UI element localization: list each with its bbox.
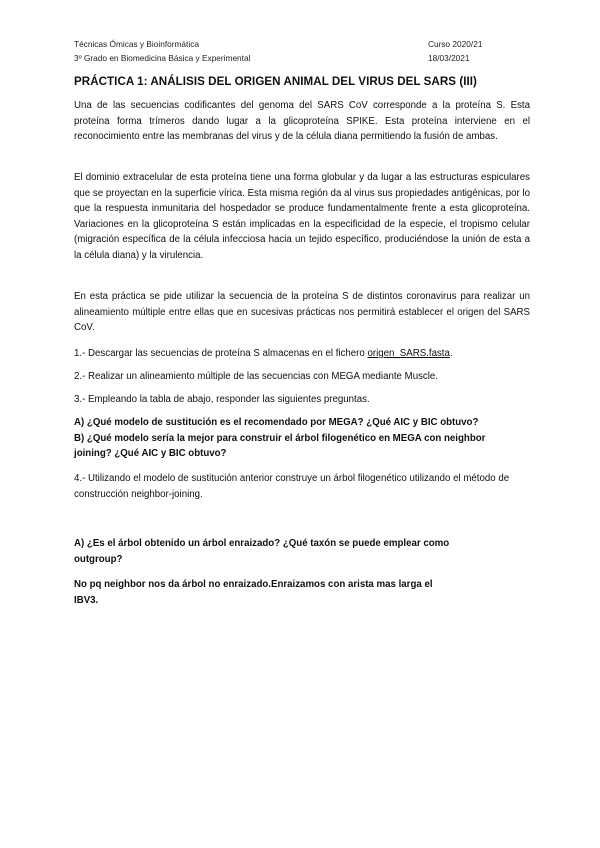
answer-line-1: No pq neighbor nos da árbol no enraizado.Enraizamos con arista mas larga el bbox=[74, 579, 433, 590]
document-date: 18/03/2021 bbox=[428, 52, 470, 63]
paragraph-extracellular-domain: El dominio extracelular de esta proteína tiene una forma globular y da lugar a las estructuras espiculares que se proyectan en la superficie vírica. Esta misma región da al virus sus propiedades antigénicas, por lo que la respuesta inmunitaria del hospedador se produce fundamentalmente frente a esta glicoproteína. Variaciones en la glicoproteína S están implicadas en la especificidad de la especie, el tropismo celular (migración específica de la célula infecciosa hacia un tejido específico, produciéndose la unión de esta a la célula diana) y la virulencia. bbox=[74, 172, 530, 261]
question-b-line-2: joining? ¿Qué AIC y BIC obtuvo? bbox=[74, 448, 227, 460]
question-b-line-1: B) ¿Qué modelo sería la mejor para construir el árbol filogenético en MEGA con neighbor bbox=[74, 432, 486, 444]
question-a: A) ¿Qué modelo de sustitución es el recomendado por MEGA? ¿Qué AIC y BIC obtuvo? bbox=[74, 417, 479, 428]
question-4a-line-1: A) ¿Es el árbol obtenido un árbol enraizado? ¿Qué taxón se puede emplear como bbox=[74, 538, 450, 549]
paragraph-intro: Una de las secuencias codificantes del genoma del SARS CoV corresponde a la proteína S. Esta proteína forma trímeros dando lugar a la glicoproteína SPIKE. Esta proteína interviene en el reconocimiento entre las membranas del virus y de la célula diana permitiendo la fusión de ambas. bbox=[74, 100, 530, 143]
answer-block bbox=[74, 577, 530, 608]
page-title: PRÁCTICA 1: ANÁLISIS DEL ORIGEN ANIMAL DEL VIRUS DEL SARS (III) bbox=[74, 75, 477, 88]
questions-block bbox=[74, 415, 530, 462]
step-2: 2.- Realizar un alineamiento múltiple de las secuencias con MEGA mediante Muscle. bbox=[74, 371, 438, 382]
step-1-text: 1.- Descargar las secuencias de proteína S almacenas en el fichero bbox=[74, 348, 368, 359]
step-4: 4.- Utilizando el modelo de sustitución anterior construye un árbol filogenético utilizando el método de construcción neighbor-joining. bbox=[74, 473, 510, 500]
header-right bbox=[428, 38, 482, 65]
question-4a-block bbox=[74, 536, 530, 567]
course-name: Técnicas Ómicas y Bioinformática bbox=[74, 39, 199, 49]
header-left bbox=[74, 38, 250, 65]
step-1 bbox=[74, 346, 530, 362]
answer-line-2: IBV3. bbox=[74, 594, 99, 606]
degree-name: 3º Grado en Biomedicina Básica y Experimental bbox=[74, 52, 251, 63]
fasta-file-link[interactable]: origen_SARS.fasta bbox=[367, 348, 450, 359]
paragraph-task: En esta práctica se pide utilizar la secuencia de la proteína S de distintos coronavirus para realizar un alineamiento múltiple entre ellas que en sucesivas prácticas nos permitirá establecer el origen del SARS CoV. bbox=[74, 291, 530, 334]
course-year: Curso 2020/21 bbox=[428, 39, 483, 49]
step-1-end: . bbox=[449, 348, 453, 359]
question-4a-line-2: outgroup? bbox=[74, 553, 123, 565]
step-3: 3.- Empleando la tabla de abajo, responder las siguientes preguntas. bbox=[74, 394, 370, 405]
